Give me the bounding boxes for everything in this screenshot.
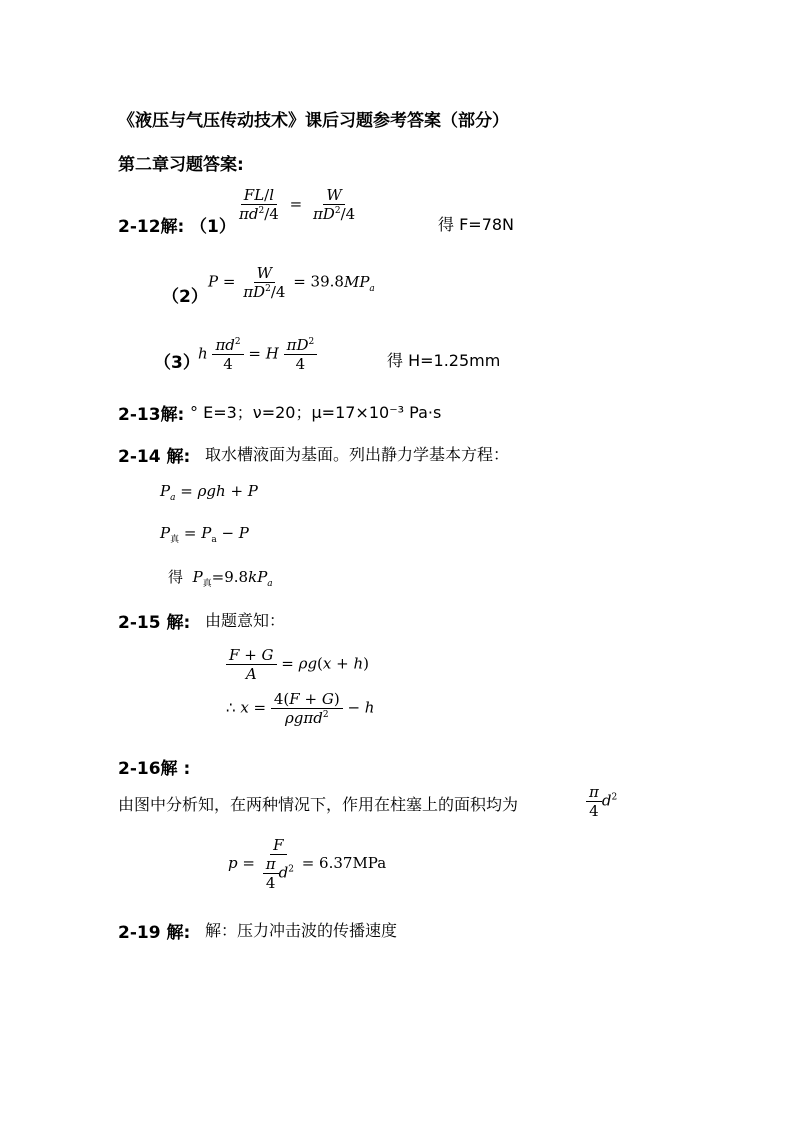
problem-2-15-text: 由题意知： xyxy=(205,611,286,630)
problem-2-14-label: 2-14 解: xyxy=(118,447,191,467)
problem-2-16-text: 由图中分析知，在两种情况下，作用在柱塞上的面积均为 xyxy=(118,795,519,814)
equation-2-12-3: h $\frac{\pi d^2}{4}$ = H $\frac{\pi D^2}{4}$ xyxy=(198,336,317,373)
part-1-label: （1） xyxy=(190,217,236,237)
equation-2-14-1: $P_a = \rho gh + P$ xyxy=(160,482,258,503)
problem-2-14-text: 取水槽液面为基面。列出静力学基本方程： xyxy=(205,445,510,464)
equation-2-16-value: = 6.37MPa xyxy=(301,854,387,872)
part-2-label: （2） xyxy=(162,287,208,307)
equation-2-14-2: $P_真 = P_a - P$ xyxy=(160,524,249,545)
problem-2-13-label: 2-13解: xyxy=(118,405,185,425)
equation-2-12-1: $\frac{FL/l}{\pi d^2/4}$ = $\frac{W}{\pi D^2/4}$ xyxy=(239,186,356,223)
equation-2-12-2: P = $\frac{W}{\pi D^2/4}$ = $39.8MP_a$ xyxy=(208,264,375,301)
problem-2-12-label: 2-12解: xyxy=(118,217,185,237)
problem-2-19-label: 2-19 解: xyxy=(118,923,191,943)
equation-2-16-area: $\frac{\pi}{4}$ $d^2$ xyxy=(586,783,617,820)
problem-2-19-text: 解：压力冲击波的传播速度 xyxy=(205,921,398,940)
problem-2-16-label: 2-16解 : xyxy=(118,759,191,779)
problem-2-15-label: 2-15 解: xyxy=(118,613,191,633)
equation-2-16-pressure: p = F $\frac{\pi}{4}$ $d^2$ = 6.37MPa xyxy=(228,836,387,892)
equation-2-14-3-prefix: 得 xyxy=(168,568,184,586)
chapter-heading: 第二章习题答案: xyxy=(118,155,244,175)
problem-2-13-text: ° E=3；ν=20；μ=17×10⁻³ Pa·s xyxy=(190,403,442,422)
equation-2-15-1: $\frac{F + G}{A}$ = ρg(x + h) xyxy=(226,646,369,683)
equation-2-15-2: ∴ x = $\frac{4(F + G)}{\rho g\pi d^2}$ − h xyxy=(226,690,375,727)
result-2-12-3: 得 H=1.25mm xyxy=(387,351,501,370)
part-3-label: （3） xyxy=(154,353,200,373)
equation-2-14-3-value: =9.8 xyxy=(211,568,249,586)
equation-2-12-2-value: = 39.8 xyxy=(293,272,344,291)
equation-2-14-3: 得 $P_真=9.8kP_a$ xyxy=(168,568,273,589)
document-title: 《液压与气压传动技术》课后习题参考答案（部分） xyxy=(118,111,509,131)
result-2-12-1: 得 F=78N xyxy=(438,215,515,234)
